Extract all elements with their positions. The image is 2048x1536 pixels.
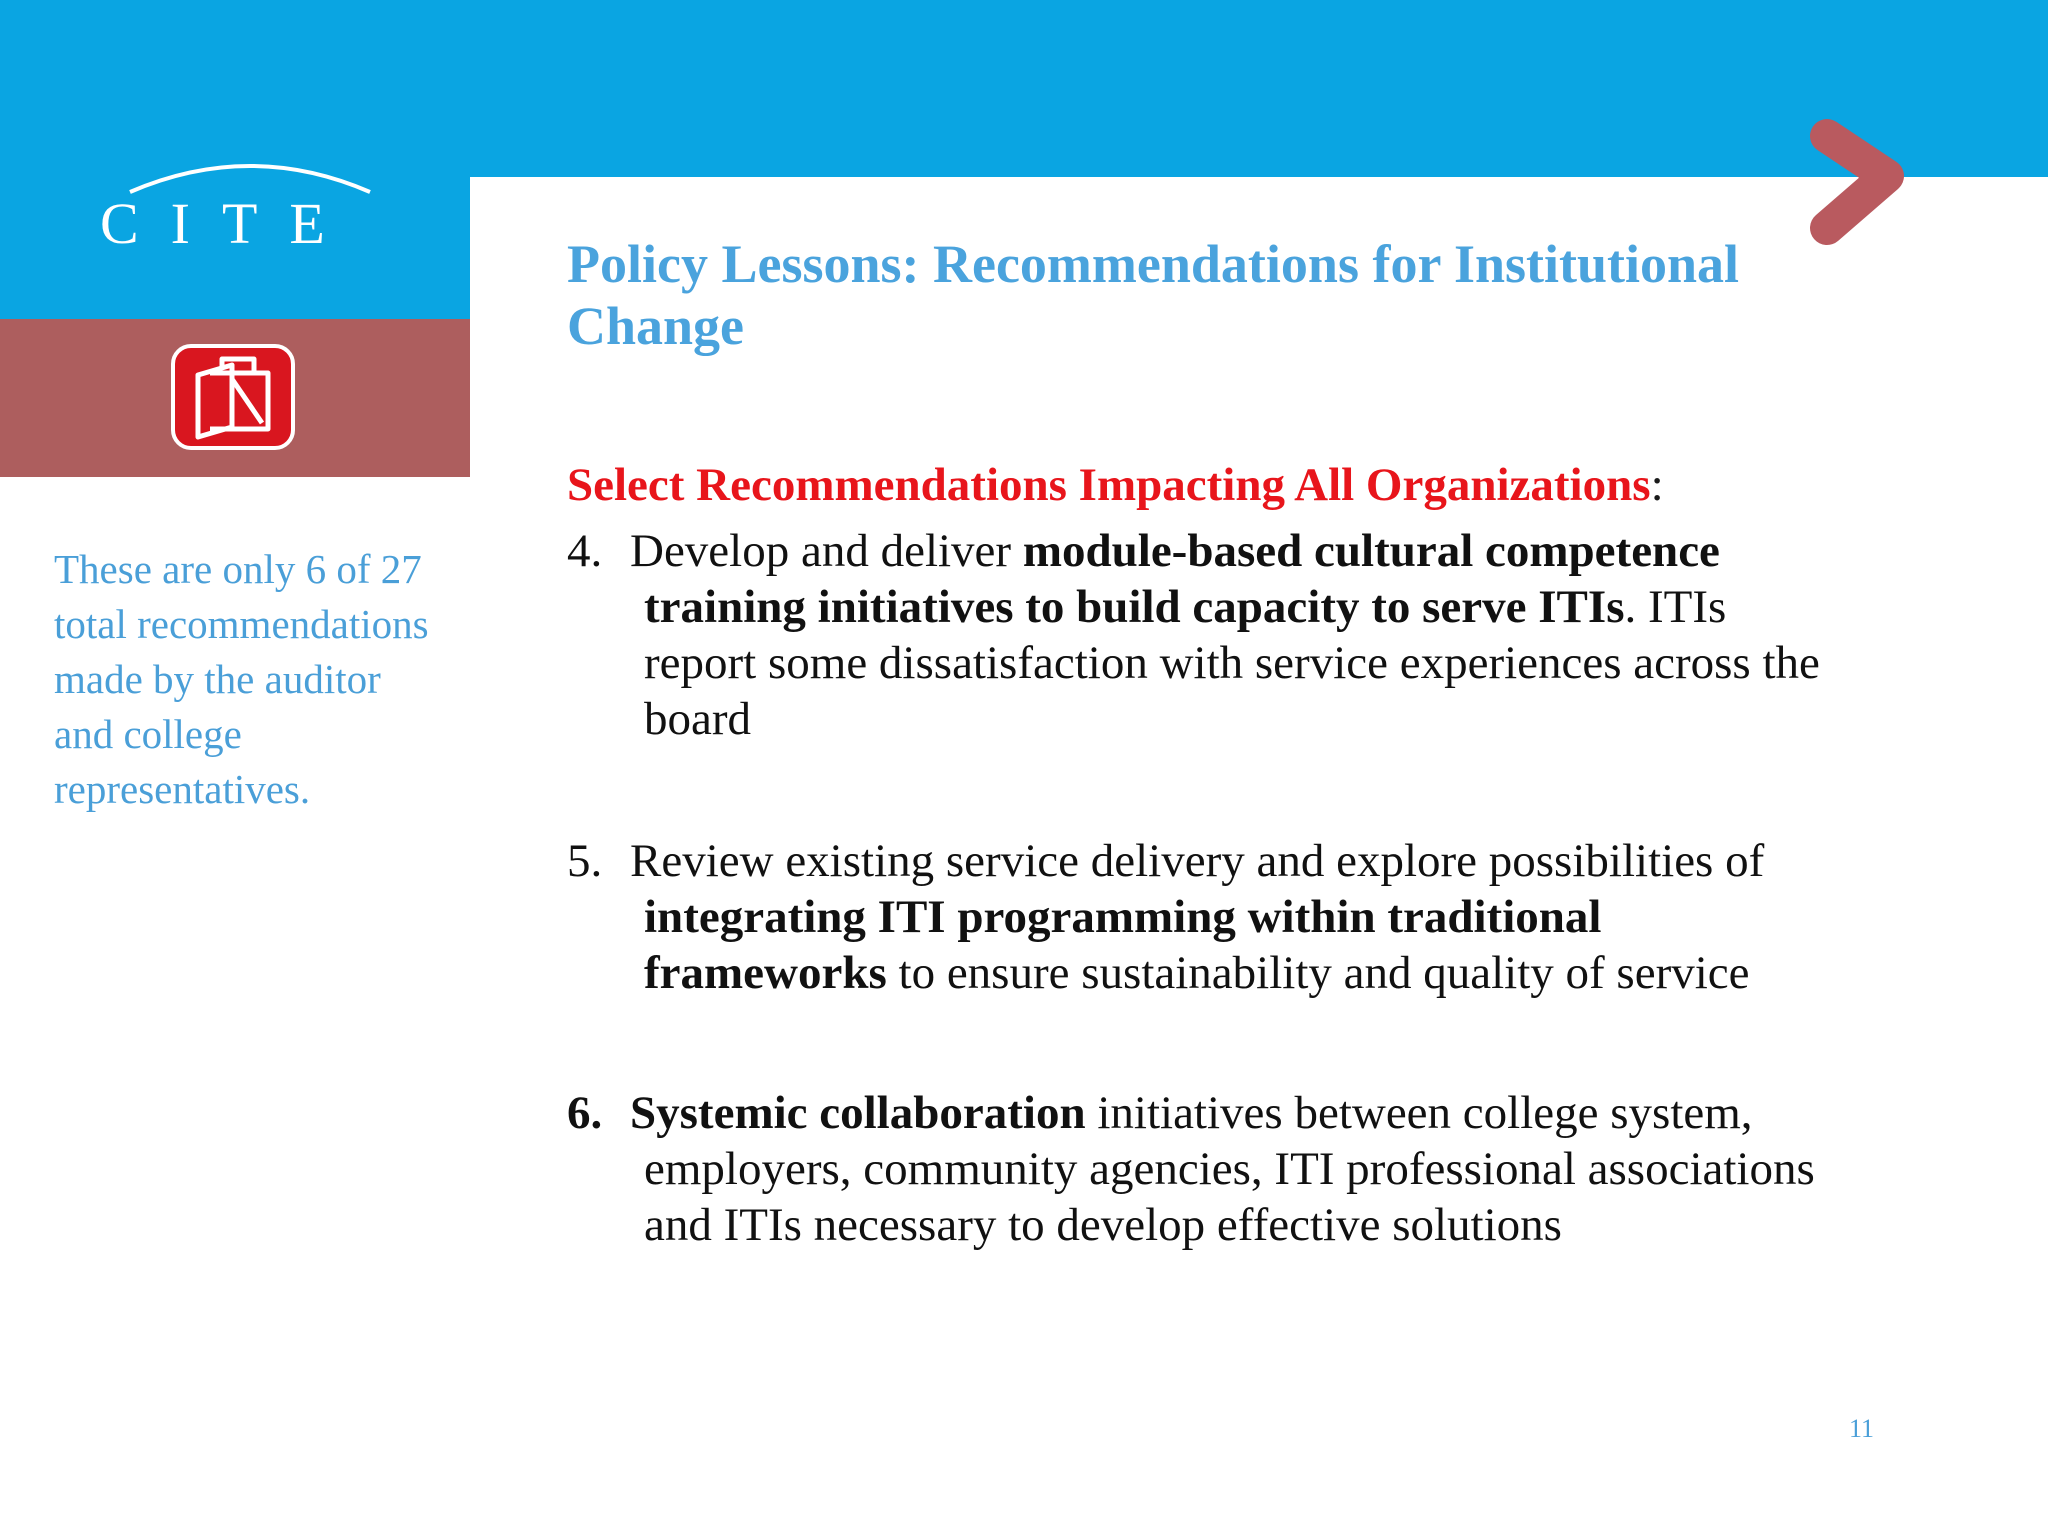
logo-text: CITE	[100, 191, 357, 256]
section-subheading	[567, 455, 1967, 515]
recommendation-emphasis: module-based cultural competence	[1022, 525, 1720, 577]
recommendation-line: and ITIs necessary to develop effective solutions	[644, 1199, 1562, 1251]
cite-logo	[100, 150, 400, 260]
recommendation-emphasis: training initiatives to build capacity to serve ITIs	[644, 581, 1625, 633]
recommendation-text: initiatives between college system,	[1085, 1087, 1753, 1139]
recommendation-line: employers, community agencies, ITI professional associations	[644, 1143, 1815, 1195]
recommendation-number: 6.	[567, 1087, 603, 1139]
sidebar-note: These are only 6 of 27 total recommendations made by the auditor and college representatives.	[54, 546, 429, 812]
recommendation-emphasis: Systemic collaboration	[630, 1087, 1086, 1139]
recommendation-text: Develop and deliver	[630, 525, 1023, 577]
page-number: 11	[1849, 1414, 1875, 1443]
recommendation-number: 5.	[567, 835, 603, 887]
recommendation-line	[567, 579, 1967, 635]
recommendation-emphasis: integrating ITI programming within traditional	[644, 891, 1602, 943]
chevron-right-icon	[1805, 118, 1915, 248]
recommendation-line	[567, 1085, 1967, 1141]
recommendation-line	[567, 889, 1967, 945]
recommendation-line: board	[644, 693, 752, 745]
recommendation-line: report some dissatisfaction with service experiences across the	[644, 637, 1820, 689]
recommendation-emphasis: frameworks	[644, 947, 887, 999]
recommendation-text: to ensure sustainability and quality of service	[886, 947, 1750, 999]
recommendation-text: Review existing service delivery and explore possibilities of	[630, 835, 1765, 887]
recommendation-line	[567, 523, 1967, 579]
subheading-colon: :	[1650, 459, 1664, 511]
recommendation-6	[567, 1085, 1967, 1253]
recommendation-5	[567, 833, 1967, 1001]
slide-title: Policy Lessons: Recommendations for Institutional Change	[567, 234, 1740, 356]
recommendation-4	[567, 523, 1967, 747]
recommendation-line	[567, 833, 1967, 889]
subheading-text: Select Recommendations Impacting All Organizations	[567, 459, 1651, 511]
recommendation-line	[567, 945, 1967, 1001]
folder-icon	[170, 343, 296, 451]
recommendation-text: . ITIs	[1624, 581, 1727, 633]
recommendation-number: 4.	[567, 525, 603, 577]
